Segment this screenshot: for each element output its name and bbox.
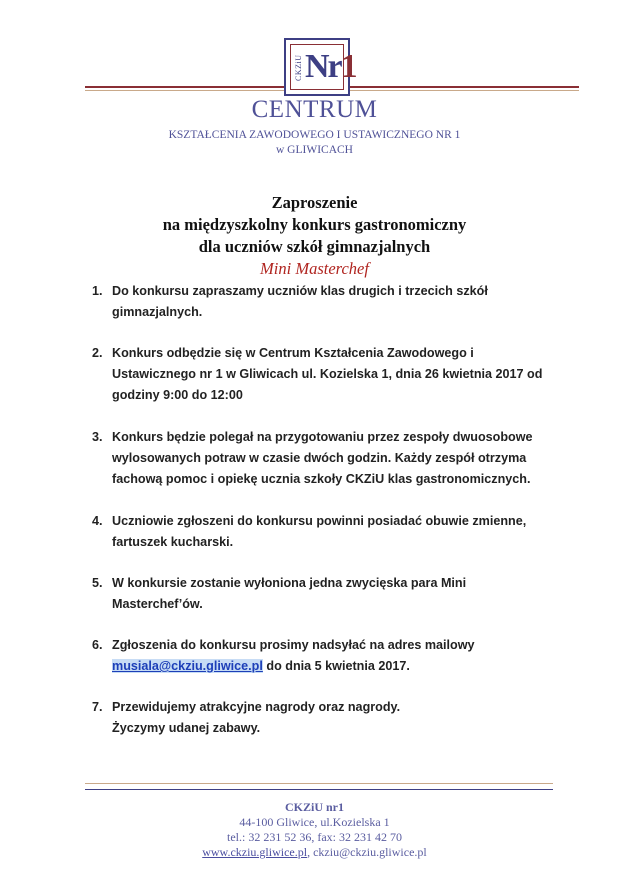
list-line: fartuszek kucharski. (112, 535, 234, 549)
list-line: wylosowanych potraw w czasie dwóch godzin. Każdy zespół otrzyma (112, 451, 527, 465)
list-line: gimnazjalnych. (112, 305, 203, 319)
list-line: Konkurs będzie polegał na przygotowaniu przez zespoły dwuosobowe (112, 430, 533, 444)
list-line: W konkursie zostanie wyłoniona jedna zwycięska para Mini (112, 576, 467, 590)
list-line: do dnia 5 kwietnia 2017. (262, 659, 410, 673)
footer-separator: , (307, 845, 314, 859)
list-number: 2. (92, 346, 103, 360)
list-line: Do konkursu zapraszamy uczniów klas drugich i trzecich szkół (112, 284, 488, 298)
institution-name: CENTRUM (251, 96, 378, 123)
list-line: godziny 9:00 do 12:00 (112, 388, 243, 402)
list-line: Przewidujemy atrakcyjne nagrody oraz nagrody. (112, 700, 401, 714)
list-text (112, 281, 562, 323)
logo-vertical-text: CKZiU (294, 54, 303, 82)
footer-rule-tan (85, 783, 553, 784)
invitation-subtitle-1: na międzyszkolny konkurs gastronomiczny (162, 215, 467, 234)
contest-name: Mini Masterchef (260, 259, 369, 278)
list-text (112, 511, 562, 553)
list-number: 5. (92, 576, 103, 590)
list-text (112, 573, 562, 615)
logo-nr-text: Nr (305, 48, 341, 85)
list-text (112, 427, 562, 490)
invitation-subtitle-2: dla uczniów szkół gimnazjalnych (198, 237, 431, 256)
footer-phone: tel.: 32 231 52 36, fax: 32 231 42 70 (227, 830, 402, 844)
registration-email-link[interactable]: musiala@ckziu.gliwice.pl (112, 659, 263, 673)
logo-one-text: 1 (340, 48, 356, 85)
footer-address: 44-100 Gliwice, ul.Kozielska 1 (239, 815, 390, 829)
website-link[interactable]: www.ckziu.gliwice.pl (202, 845, 308, 859)
list-number: 4. (92, 514, 103, 528)
list-number: 1. (92, 284, 103, 298)
list-line: Zgłoszenia do konkursu prosimy nadsyłać na adres mailowy (112, 638, 475, 652)
closing-wish: Życzymy udanej zabawy. (112, 721, 261, 735)
footer-rule-navy (85, 789, 553, 790)
list-text (112, 343, 562, 406)
list-line: Ustawicznego nr 1 w Gliwicach ul. Kozielska 1, dnia 26 kwietnia 2017 od (112, 367, 543, 381)
logo-number (305, 47, 356, 87)
list-line: Uczniowie zgłoszeni do konkursu powinni posiadać obuwie zmienne, (112, 514, 527, 528)
footer-email[interactable]: ckziu@ckziu.gliwice.pl (313, 845, 427, 859)
list-number: 7. (92, 700, 103, 714)
list-line: Konkurs odbędzie się w Centrum Kształcenia Zawodowego i (112, 346, 474, 360)
list-number: 6. (92, 638, 103, 652)
invitation-title: Zaproszenie (271, 193, 358, 212)
footer-contact (0, 845, 629, 860)
institution-city: w GLIWICACH (276, 144, 353, 156)
list-text (112, 635, 562, 677)
ckziu-logo (284, 38, 356, 96)
logo-frame (290, 44, 356, 90)
list-number: 3. (92, 430, 103, 444)
institution-subtitle: KSZTAŁCENIA ZAWODOWEGO I USTAWICZNEGO NR 1 (168, 129, 461, 141)
list-line: fachową pomoc i opiekę ucznia szkoły CKZiU klas gastronomicznych. (112, 472, 531, 486)
footer-name: CKZiU nr1 (284, 800, 344, 814)
list-line: Masterchef’ów. (112, 597, 203, 611)
list-text (112, 697, 562, 739)
